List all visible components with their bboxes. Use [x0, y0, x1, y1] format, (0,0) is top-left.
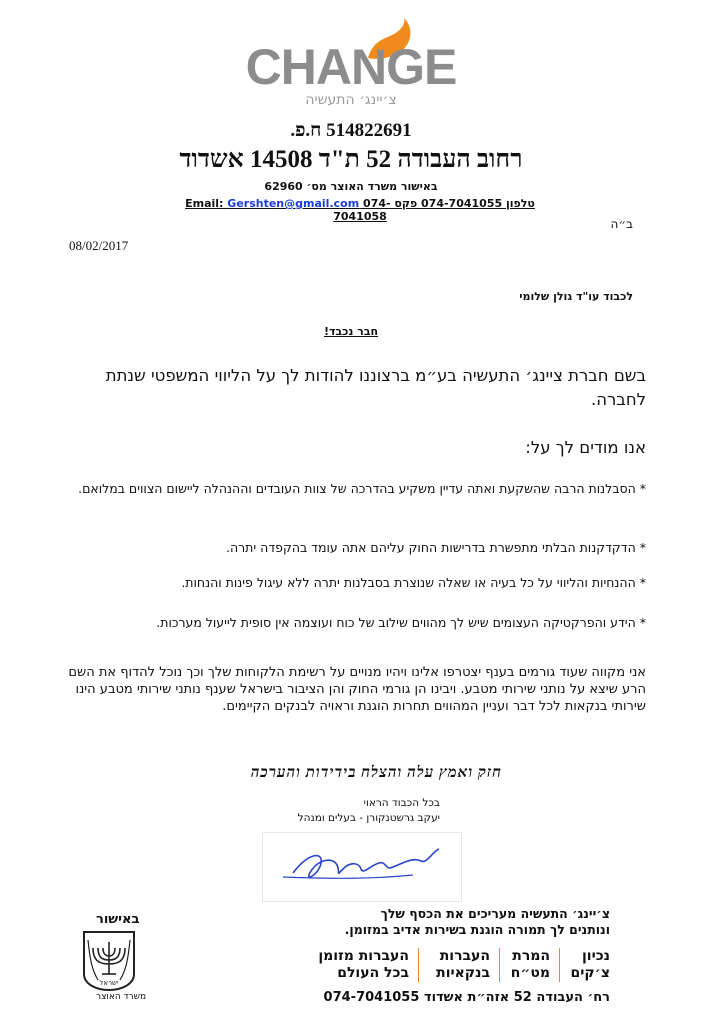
phone-fax: טלפון 074-7041055 פקס 074-7041058 [333, 197, 535, 223]
company-address: רחוב העבודה 52 ת"ד 14508 אשדוד [179, 146, 523, 173]
footer-slogan-1: צ׳יינג׳ התעשיה מעריכים את הכסף שלך [380, 906, 610, 921]
closing-paragraph: אני מקווה שעוד גורמים בענף יצטרפו אלינו ויהיו מנויים על רשימת הלקוחות שלך וכך נוכל להדוף את השם הרע שיצא על נותני שירותי מטבע. ויבינו הן גורמי החוק והן הציבור בישראל שענף נותני שירותי מטבע הינו שירותי בנקאות לכל דבר ועניין המהווים תחרות הוגנת וראויה לבנקים הקיימים. [68, 665, 646, 714]
logo-subtitle: צ׳יינג׳ התעשיה [305, 92, 397, 108]
regards: בכל הכבוד הראוי [363, 797, 440, 809]
seal-title: באישור [96, 912, 140, 927]
email-link[interactable]: Gershten@gmail.com [227, 197, 360, 210]
bullet-item: * ההנחיות והליווי על כל בעיה או שאלה שנוצרת בסבלנות יתרה ללא עיגול פינות והנחות. [181, 575, 646, 590]
service-item: נכיון צ׳קים [570, 948, 610, 981]
service-item: המרת מט״ח [510, 948, 550, 981]
seal-text: ישראל [99, 979, 119, 987]
footer-slogan-2: ונותנים לך תמורה הוגנת בשירות אדיב במזומן. [344, 922, 610, 937]
signature-image [262, 832, 462, 902]
bullet-item: * הסבלנות הרבה שהשקעת ואתה עדיין משקיע בהדרכה של צוות העובדים וההנהלה ליישום הצווים במלואם. [78, 481, 646, 496]
bullet-item: * הידע והפרקטיקה העצומים שיש לך מהווים שילוב של כוח ועוצמה אין סופית לייעול מערכות. [156, 615, 646, 630]
state-emblem-icon [80, 930, 138, 992]
service-divider [499, 948, 500, 982]
contact-line [170, 197, 550, 223]
service-item: העברות מזומן בכל העולם [318, 948, 409, 981]
signature-scribble [263, 833, 461, 901]
letter-date: 08/02/2017 [69, 238, 129, 253]
recipient: לכבוד עו"ד גולן שלומי [519, 290, 633, 303]
footer-address: רח׳ העבודה 52 אזה״ת אשדוד 074-7041055 [323, 990, 610, 1005]
greeting: חבר נכבד! [323, 325, 379, 338]
service-divider [418, 948, 419, 982]
motto: חזק ואמץ עלה והצלח בידידות והערכה [250, 765, 502, 781]
treasury-approval: באישור משרד האוצר מס׳ 62960 [264, 180, 438, 193]
service-item: העברות בנקאיות [436, 948, 490, 981]
intro-paragraph: בשם חברת ציינג׳ התעשיה בע״מ ברצוננו להודות לך על הליווי המשפטי שנתת לחברה. [105, 366, 646, 409]
seal-subtitle: משרד האוצר [96, 992, 147, 1002]
bh-mark: ב״ה [610, 217, 633, 231]
service-divider [559, 948, 560, 982]
logo-wordmark: CHANGE [245, 39, 457, 95]
company-id: 514822691 ח.פ. [290, 120, 412, 141]
thanks-heading: אנו מודים לך על: [525, 438, 646, 457]
signer-name: יעקב גרשטנקורן - בעלים ומנהל [297, 812, 440, 824]
bullet-item: * הדקדקנות הבלתי מתפשרת בדרישות החוק עליהם אתה עומד בהקפדה יתרה. [225, 540, 646, 555]
email-label: Email: [185, 197, 224, 210]
